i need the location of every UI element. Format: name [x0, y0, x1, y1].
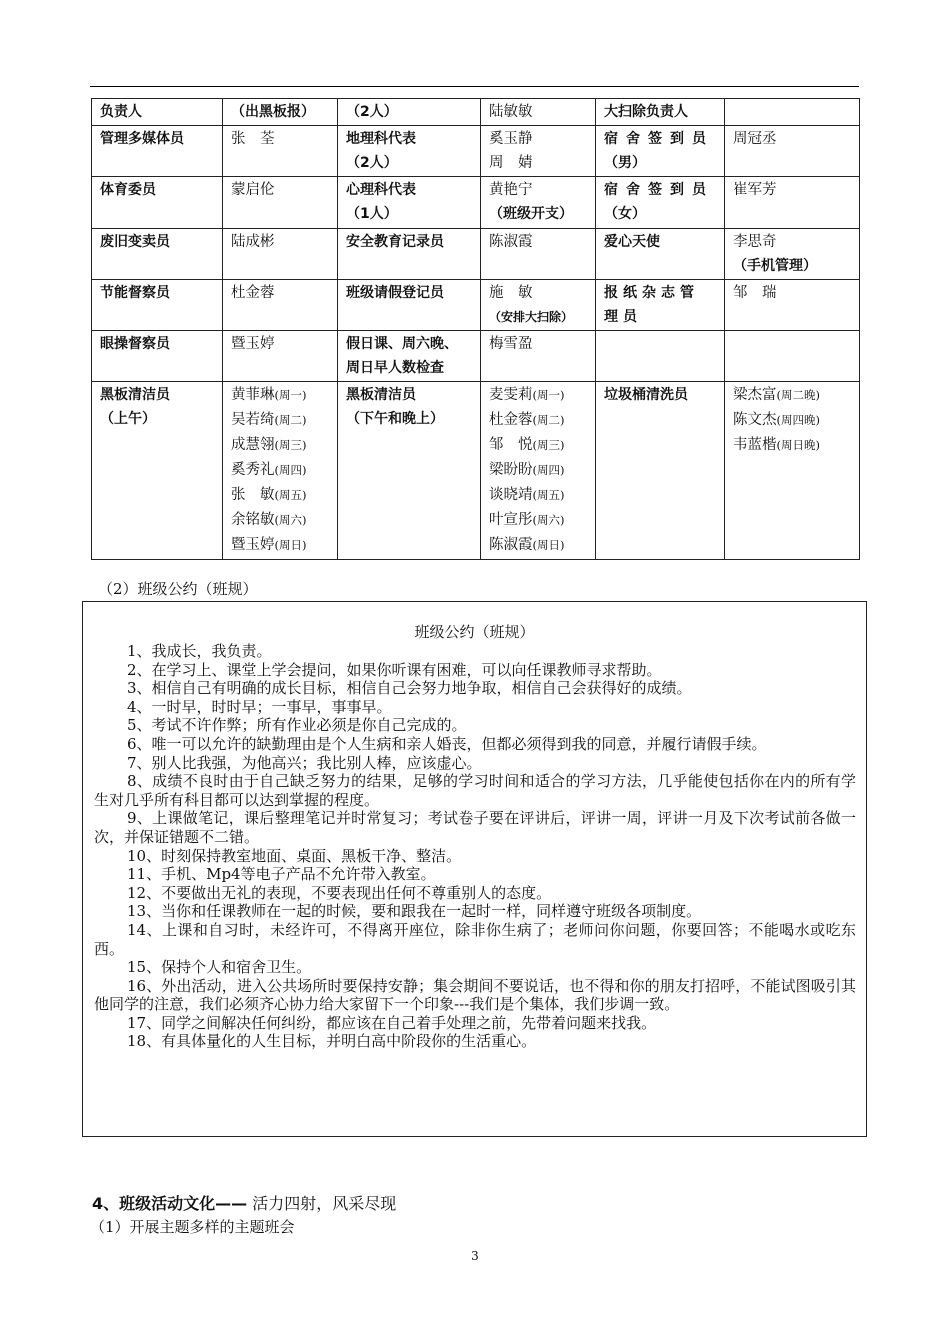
schedule-entry: 谈晓靖(周五) — [489, 487, 565, 503]
name-cell: 邹 瑞 — [725, 280, 860, 331]
cell-line: （下午和晚上） — [346, 411, 444, 427]
cell-line: 心理科代表 — [346, 182, 416, 198]
cell-line: 地理科代表 — [346, 131, 416, 147]
schedule-entry: 叶宣彤(周六) — [489, 512, 565, 528]
rule-item: 7、别人比我强，为他高兴；我比别人棒，应该虚心。 — [127, 753, 482, 772]
name-cell — [481, 280, 596, 331]
role-cell: 负责人 — [92, 99, 223, 126]
schedule-entry: 梁杰富(周二晚) — [733, 387, 820, 403]
name-cell — [223, 382, 338, 560]
table-row — [92, 280, 860, 331]
role-cell: 废旧变卖员 — [92, 229, 223, 280]
rule-item: 15、保持个人和宿舍卫生。 — [127, 958, 312, 977]
role-cell: 安全教育记录员 — [338, 229, 481, 280]
schedule-entry: 黄菲琳(周一) — [231, 387, 307, 403]
name-cell: 梅雪盈 — [481, 331, 596, 382]
schedule-entry: 张 敏(周五) — [231, 487, 307, 503]
role-cell: 班级请假登记员 — [338, 280, 481, 331]
section4-subheading: （1）开展主题多样的主题班会 — [90, 1218, 295, 1236]
name-cell — [481, 382, 596, 560]
name-cell: 陈淑霞 — [481, 229, 596, 280]
name-cell — [481, 126, 596, 177]
cell-line: 黄艳宁 — [489, 182, 533, 198]
name-cell: 陆敏敏 — [481, 99, 596, 126]
empty-cell — [725, 331, 860, 382]
schedule-entry: 余铭敏(周六) — [231, 512, 307, 528]
cell-line: 周 婧 — [489, 155, 533, 171]
rule-item: 17、同学之间解决任何纠纷，都应该在自己着手处理之前，先带着问题来找我。 — [127, 1013, 657, 1032]
schedule-entry: 杜金蓉(周二) — [489, 412, 565, 428]
rule-item: 10、时刻保持教室地面、桌面、黑板干净、整洁。 — [127, 846, 462, 865]
role-cell — [92, 382, 223, 560]
empty-cell — [596, 331, 725, 382]
rule-item: 1、我成长，我负责。 — [127, 642, 272, 660]
rule-item: 13、当你和任课教师在一起的时候，要和跟我在一起时一样，同样遵守班级各项制度。 — [127, 902, 702, 921]
cell-line: 宿舍签到员 — [604, 182, 714, 198]
rule-item: 5、考试不许作弊；所有作业必须是你自己完成的。 — [127, 716, 467, 735]
name-cell: 周冠丞 — [725, 126, 860, 177]
schedule-entry: 陈文杰(周四晚) — [733, 412, 820, 428]
rule-item: 16、外出活动，进入公共场所时要保持安静；集会期间不要说话，也不得和你的朋友打招呼，不能试图吸引其他同学的注意，我们必须齐心协力给大家留下一个印象---我们是个集体，我们步调一致。 — [94, 976, 856, 1014]
cell-line: 假日课、周六晚、 — [346, 336, 458, 352]
role-cell — [596, 177, 725, 229]
rule-item: 4、一时早，时时早；一事早，事事早。 — [127, 697, 392, 716]
rule-item: 3、相信自己有明确的成长目标，相信自己会努力地争取，相信自己会获得好的成绩。 — [127, 679, 692, 698]
schedule-entry: 吴若绮(周二) — [231, 412, 307, 428]
table-row — [92, 382, 860, 560]
role-cell: （2人） — [338, 99, 481, 126]
rule-item: 18、有具体量化的人生目标，并明白高中阶段你的生活重心。 — [127, 1032, 537, 1051]
rule-item: 2、在学习上、课堂上学会提问，如果你听课有困难，可以向任课教师寻求帮助。 — [127, 660, 662, 679]
role-cell — [596, 126, 725, 177]
cell-line: （安排大扫除） — [489, 310, 574, 324]
rule-item: 6、唯一可以允许的缺勤理由是个人生病和亲人婚丧，但都必须得到我的同意，并履行请假手续。 — [127, 734, 767, 753]
name-cell — [725, 229, 860, 280]
schedule-entry: 暨玉婷(周日) — [231, 537, 307, 553]
cell-line: 施 敏 — [489, 285, 533, 301]
name-cell: 张 荃 — [223, 126, 338, 177]
role-cell: 报纸杂志管理员 — [596, 280, 725, 331]
role-cell: 体育委员 — [92, 177, 223, 229]
cell-line: （女） — [604, 206, 646, 222]
class-rules-box — [82, 601, 867, 1137]
role-cell: （出黑板报） — [223, 99, 338, 126]
cell-line: （上午） — [100, 411, 156, 427]
page-number: 3 — [471, 1249, 479, 1263]
role-cell — [338, 177, 481, 229]
cell-line: 黑板清洁员 — [100, 387, 170, 403]
rule-item: 11、手机、Mp4等电子产品不允许带入教室。 — [127, 865, 436, 884]
section4-heading-bold: 4、班级活动文化—— — [92, 1194, 248, 1213]
role-cell — [338, 331, 481, 382]
role-cell: 节能督察员 — [92, 280, 223, 331]
table-row — [92, 126, 860, 177]
cell-line: （班级开支） — [489, 206, 573, 222]
rule-item: 9、上课做笔记，课后整理笔记并时常复习；考试卷子要在评讲后，评讲一周，评讲一月及下次考试前各做一次，并保证错题不二错。 — [94, 809, 856, 846]
rules-title: 班级公约（班规） — [414, 623, 535, 641]
section-label: （2）班级公约（班规） — [98, 580, 258, 598]
role-cell — [338, 126, 481, 177]
role-cell: 垃圾桶清洗员 — [596, 382, 725, 560]
duty-roster-table — [91, 98, 860, 560]
schedule-entry: 成慧翎(周三) — [231, 437, 307, 453]
role-cell: 管理多媒体员 — [92, 126, 223, 177]
name-cell — [481, 177, 596, 229]
name-cell: 杜金蓉 — [223, 280, 338, 331]
rule-item: 14、上课和自习时，未经许可，不得离开座位，除非你生病了；老师问你问题，你要回答；不能喝水或吃东西。 — [94, 920, 856, 958]
schedule-entry: 陈淑霞(周日) — [489, 537, 565, 553]
cell-line: （手机管理） — [733, 258, 817, 274]
name-cell: 蒙启伦 — [223, 177, 338, 229]
section4-heading — [92, 1191, 396, 1214]
header-rule — [90, 86, 859, 87]
schedule-entry: 邹 悦(周三) — [489, 437, 565, 453]
rule-item: 8、成绩不良时由于自己缺乏努力的结果，足够的学习时间和适合的学习方法，几乎能使包括你在内的所有学生对几乎所有科目都可以达到掌握的程度。 — [94, 772, 856, 809]
role-cell: 眼操督察员 — [92, 331, 223, 382]
cell-line: （1人） — [346, 206, 398, 222]
name-cell — [725, 382, 860, 560]
schedule-entry: 奚秀礼(周四) — [231, 462, 307, 478]
schedule-entry: 韦蓝楷(周日晚) — [733, 437, 820, 453]
role-cell: 大扫除负责人 — [596, 99, 725, 126]
cell-line: 奚玉静 — [489, 131, 533, 147]
section4-heading-rest: 活力四射，风采尽现 — [247, 1194, 397, 1213]
cell-line: （2人） — [346, 155, 398, 171]
table-row — [92, 229, 860, 280]
schedule-entry: 梁盼盼(周四) — [489, 462, 565, 478]
schedule-entry: 麦雯莉(周一) — [489, 387, 565, 403]
table-row — [92, 331, 860, 382]
name-cell — [725, 99, 860, 126]
cell-line: （男） — [604, 155, 646, 171]
rule-item: 12、不要做出无礼的表现，不要表现出任何不尊重别人的态度。 — [127, 883, 552, 902]
role-cell — [338, 382, 481, 560]
cell-line: 黑板清洁员 — [346, 387, 416, 403]
name-cell: 暨玉婷 — [223, 331, 338, 382]
cell-line: 李思奇 — [733, 234, 777, 250]
table-row — [92, 99, 860, 126]
cell-line: 周日早人数检查 — [346, 360, 444, 376]
cell-line: 宿舍签到员 — [604, 131, 714, 147]
name-cell: 陆成彬 — [223, 229, 338, 280]
table-row — [92, 177, 860, 229]
rules-list — [83, 642, 866, 1051]
role-cell: 爱心天使 — [596, 229, 725, 280]
name-cell: 崔军芳 — [725, 177, 860, 229]
